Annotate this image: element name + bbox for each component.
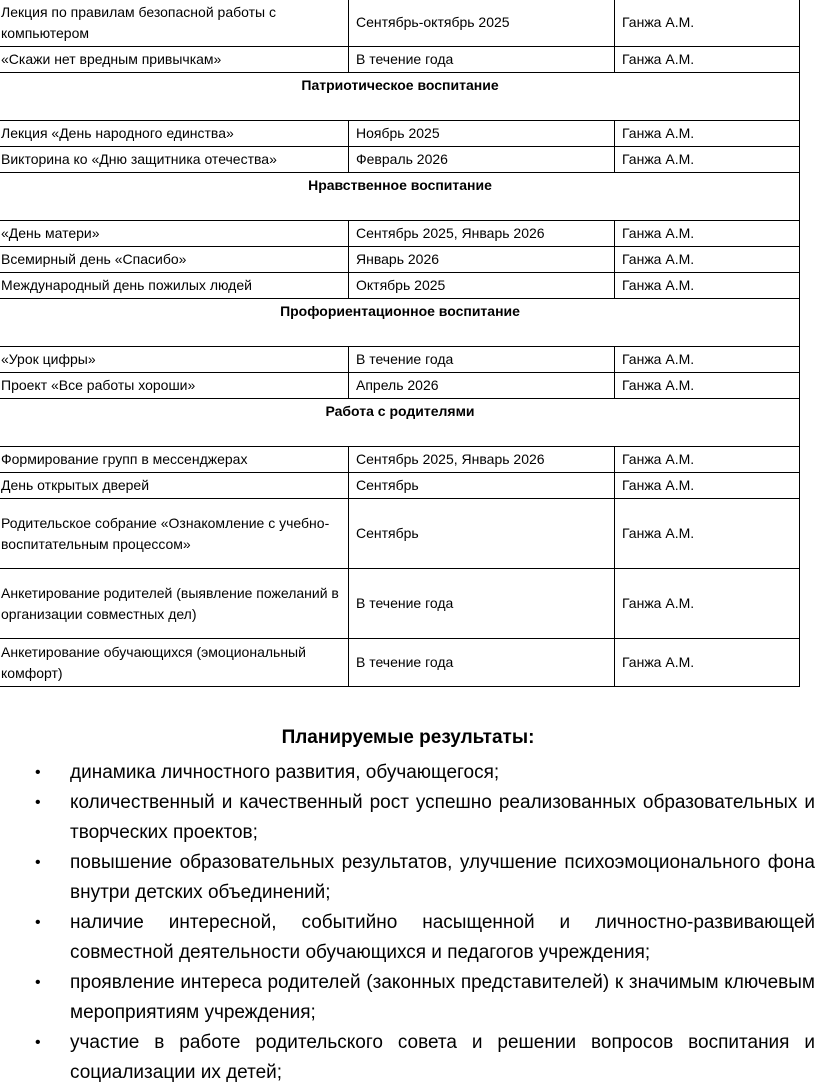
event-cell: Международный день пожилых людей: [0, 273, 349, 299]
section-title: Работа с родителями: [0, 399, 800, 447]
bullet-icon: •: [35, 1034, 41, 1051]
responsible-cell: Ганжа А.М.: [615, 347, 800, 373]
bullet-icon: •: [35, 794, 41, 811]
responsible-cell: Ганжа А.М.: [615, 373, 800, 399]
result-text: участие в работе родительского совета и решении вопросов воспитания и социализации их детей;: [70, 1032, 815, 1083]
table-row: [0, 121, 800, 147]
table-row: [0, 373, 800, 399]
list-item: [0, 1028, 815, 1088]
section-title: Нравственное воспитание: [0, 173, 800, 221]
bullet-icon: •: [35, 914, 41, 931]
responsible-cell: Ганжа А.М.: [615, 0, 800, 47]
event-cell: День открытых дверей: [0, 473, 349, 499]
event-cell: «Скажи нет вредным привычкам»: [0, 47, 349, 73]
result-text: количественный и качественный рост успешно реализованных образовательных и творческих проектов;: [70, 792, 815, 843]
section-header-row: [0, 299, 800, 347]
responsible-cell: Ганжа А.М.: [615, 121, 800, 147]
bullet-icon: •: [35, 764, 41, 781]
date-cell: В течение года: [349, 639, 615, 687]
event-cell: Викторина ко «Дню защитника отечества»: [0, 147, 349, 173]
date-cell: Ноябрь 2025: [349, 121, 615, 147]
date-cell: Сентябрь 2025, Январь 2026: [349, 447, 615, 473]
table-row: [0, 273, 800, 299]
table-row: [0, 347, 800, 373]
table-row: [0, 247, 800, 273]
date-cell: Январь 2026: [349, 247, 615, 273]
event-cell: Лекция «День народного единства»: [0, 121, 349, 147]
responsible-cell: Ганжа А.М.: [615, 247, 800, 273]
bullet-icon: •: [35, 974, 41, 991]
event-cell: Родительское собрание «Ознакомление с учебно-воспитательным процессом»: [0, 499, 349, 569]
list-item: [0, 788, 815, 848]
table-row: [0, 473, 800, 499]
table-row: [0, 0, 800, 47]
date-cell: В течение года: [349, 569, 615, 639]
list-item: [0, 758, 815, 788]
responsible-cell: Ганжа А.М.: [615, 447, 800, 473]
table-row: [0, 147, 800, 173]
date-cell: Сентябрь-октябрь 2025: [349, 0, 615, 47]
responsible-cell: Ганжа А.М.: [615, 47, 800, 73]
event-cell: «День матери»: [0, 221, 349, 247]
date-cell: В течение года: [349, 47, 615, 73]
list-item: [0, 968, 815, 1028]
results-title: Планируемые результаты:: [281, 727, 535, 748]
responsible-cell: Ганжа А.М.: [615, 473, 800, 499]
section-header-row: [0, 73, 800, 121]
event-cell: Лекция по правилам безопасной работы с компьютером: [0, 0, 349, 47]
responsible-cell: Ганжа А.М.: [615, 273, 800, 299]
date-cell: Октябрь 2025: [349, 273, 615, 299]
date-cell: Сентябрь: [349, 473, 615, 499]
event-cell: Формирование групп в мессенджерах: [0, 447, 349, 473]
result-text: наличие интересной, событийно насыщенной и личностно-развивающей совместной деятельности обучающихся и педагогов учреждения;: [70, 912, 815, 963]
list-item: [0, 848, 815, 908]
table-row: [0, 221, 800, 247]
responsible-cell: Ганжа А.М.: [615, 639, 800, 687]
result-text: проявление интереса родителей (законных представителей) к значимым ключевым мероприятиям учреждения;: [70, 972, 815, 1023]
table-row: [0, 47, 800, 73]
table-row: [0, 499, 800, 569]
section-title: Патриотическое воспитание: [0, 73, 800, 121]
event-cell: Анкетирование обучающихся (эмоциональный комфорт): [0, 639, 349, 687]
responsible-cell: Ганжа А.М.: [615, 147, 800, 173]
table-row: [0, 569, 800, 639]
result-text: повышение образовательных результатов, улучшение психоэмоционального фона внутри детских объединений;: [70, 852, 815, 903]
table-row: [0, 447, 800, 473]
date-cell: Февраль 2026: [349, 147, 615, 173]
event-cell: «Урок цифры»: [0, 347, 349, 373]
date-cell: Апрель 2026: [349, 373, 615, 399]
date-cell: Сентябрь: [349, 499, 615, 569]
event-cell: Проект «Все работы хороши»: [0, 373, 349, 399]
results-list: [0, 758, 815, 1088]
responsible-cell: Ганжа А.М.: [615, 499, 800, 569]
section-header-row: [0, 173, 800, 221]
responsible-cell: Ганжа А.М.: [615, 221, 800, 247]
responsible-cell: Ганжа А.М.: [615, 569, 800, 639]
date-cell: Сентябрь 2025, Январь 2026: [349, 221, 615, 247]
event-cell: Анкетирование родителей (выявление пожеланий в организации совместных дел): [0, 569, 349, 639]
section-header-row: [0, 399, 800, 447]
list-item: [0, 908, 815, 968]
section-title: Профориентационное воспитание: [0, 299, 800, 347]
date-cell: В течение года: [349, 347, 615, 373]
table-row: [0, 639, 800, 687]
bullet-icon: •: [35, 854, 41, 871]
result-text: динамика личностного развития, обучающегося;: [70, 762, 500, 783]
event-cell: Всемирный день «Спасибо»: [0, 247, 349, 273]
